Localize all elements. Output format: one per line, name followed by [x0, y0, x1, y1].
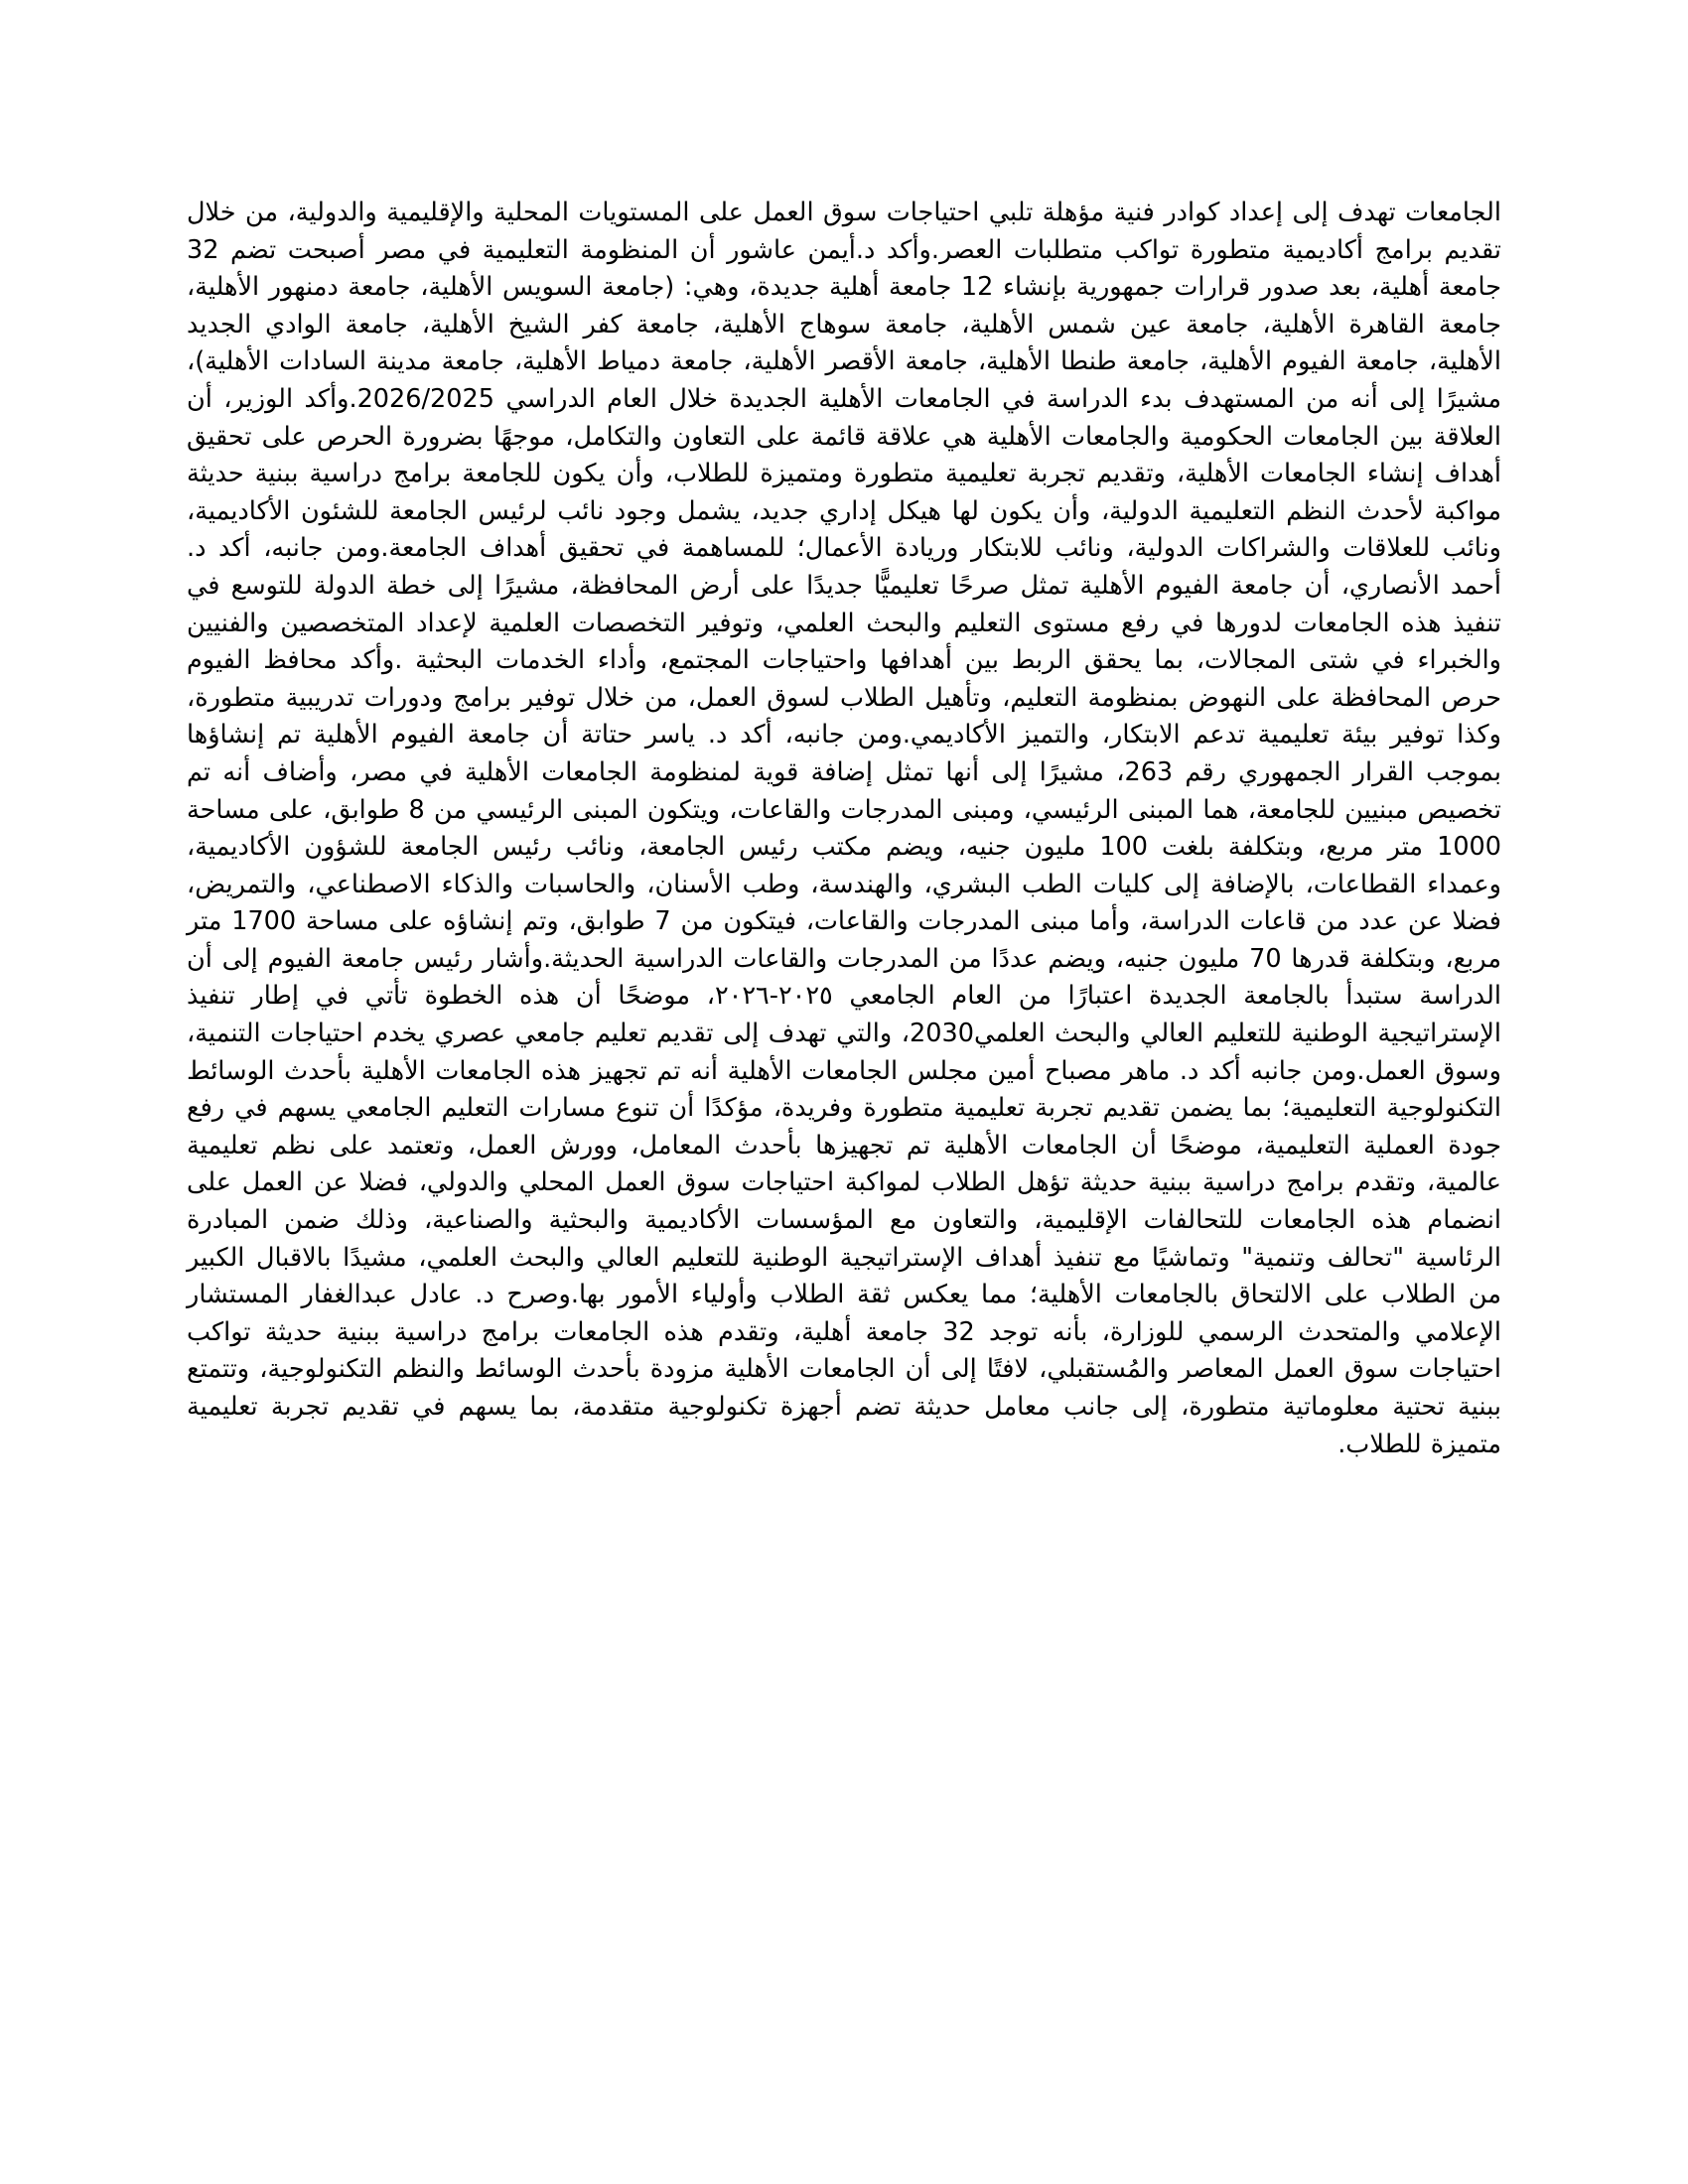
- article-body-text: الجامعات تهدف إلى إعداد كوادر فنية مؤهلة تلبي احتياجات سوق العمل على المستويات المحلية والإقليمية والدولية، من خلال تقديم برامج أكاديمية متطورة تواكب متطلبات العصر.وأكد د.أيمن عاشور أن المنظومة التعليمية في مصر أصبحت تضم 32 جامعة أهلية، بعد صدور قرارات جمهورية بإنشاء 12 جامعة أهلية جديدة، وهي: (جامعة السويس الأهلية، جامعة دمنهور الأهلية، جامعة القاهرة الأهلية، جامعة عين شمس الأهلية، جامعة سوهاج الأهلية، جامعة كفر الشيخ الأهلية، جامعة الوادي الجديد الأهلية، جامعة الفيوم الأهلية، جامعة طنطا الأهلية، جامعة الأقصر الأهلية، جامعة دمياط الأهلية، جامعة مدينة السادات الأهلية)، مشيرًا إلى أنه من المستهدف بدء الدراسة في الجامعات الأهلية الجديدة خلال العام الدراسي 2026/2025.وأكد الوزير، أن العلاقة بين الجامعات الحكومية والجامعات الأهلية هي علاقة قائمة على التعاون والتكامل، موجهًا بضرورة الحرص على تحقيق أهداف إنشاء الجامعات الأهلية، وتقديم تجربة تعليمية متطورة ومتميزة للطلاب، وأن يكون للجامعة برامج دراسية ببنية حديثة مواكبة لأحدث النظم التعليمية الدولية، وأن يكون لها هيكل إداري جديد، يشمل وجود نائب لرئيس الجامعة للشئون الأكاديمية، ونائب للعلاقات والشراكات الدولية، ونائب للابتكار وريادة الأعمال؛ للمساهمة في تحقيق أهداف الجامعة.ومن جانبه، أكد د. أحمد الأنصاري، أن جامعة الفيوم الأهلية تمثل صرحًا تعليميًّا جديدًا على أرض المحافظة، مشيرًا إلى خطة الدولة للتوسع في تنفيذ هذه الجامعات لدورها في رفع مستوى التعليم والبحث العلمي، وتوفير التخصصات العلمية لإعداد المتخصصين والفنيين والخبراء في شتى المجالات، بما يحقق الربط بين أهدافها واحتياجات المجتمع، وأداء الخدمات البحثية .وأكد محافظ الفيوم حرص المحافظة على النهوض بمنظومة التعليم، وتأهيل الطلاب لسوق العمل، من خلال توفير برامج ودورات تدريبية متطورة، وكذا توفير بيئة تعليمية تدعم الابتكار، والتميز الأكاديمي.ومن جانبه، أكد د. ياسر حتاتة أن جامعة الفيوم الأهلية تم إنشاؤها بموجب القرار الجمهوري رقم 263، مشيرًا إلى أنها تمثل إضافة قوية لمنظومة الجامعات الأهلية في مصر، وأضاف أنه تم تخصيص مبنيين للجامعة، هما المبنى الرئيسي، ومبنى المدرجات والقاعات، ويتكون المبنى الرئيسي من 8 طوابق، على مساحة 1000 متر مربع، وبتكلفة بلغت 100 مليون جنيه، ويضم مكتب رئيس الجامعة، ونائب رئيس الجامعة للشؤون الأكاديمية، وعمداء القطاعات، بالإضافة إلى كليات الطب البشري، والهندسة، وطب الأسنان، والحاسبات والذكاء الاصطناعي، والتمريض، فضلا عن عدد من قاعات الدراسة، وأما مبنى المدرجات والقاعات، فيتكون من 7 طوابق، وتم إنشاؤه على مساحة 1700 متر مربع، وبتكلفة قدرها 70 مليون جنيه، ويضم عددًا من المدرجات والقاعات الدراسية الحديثة.وأشار رئيس جامعة الفيوم إلى أن الدراسة ستبدأ بالجامعة الجديدة اعتبارًا من العام الجامعي ٢٠٢٥-٢٠٢٦، موضحًا أن هذه الخطوة تأتي في إطار تنفيذ الإستراتيجية الوطنية للتعليم العالي والبحث العلمي2030، والتي تهدف إلى تقديم تعليم جامعي عصري يخدم احتياجات التنمية، وسوق العمل.ومن جانبه أكد د. ماهر مصباح أمين مجلس الجامعات الأهلية أنه تم تجهيز هذه الجامعات الأهلية بأحدث الوسائط التكنولوجية التعليمية؛ بما يضمن تقديم تجربة تعليمية متطورة وفريدة، مؤكدًا أن تنوع مسارات التعليم الجامعي يسهم في رفع جودة العملية التعليمية، موضحًا أن الجامعات الأهلية تم تجهيزها بأحدث المعامل، وورش العمل، وتعتمد على نظم تعليمية عالمية، وتقدم برامج دراسية ببنية حديثة تؤهل الطلاب لمواكبة احتياجات سوق العمل المحلي والدولي، فضلا عن العمل على انضمام هذه الجامعات للتحالفات الإقليمية، والتعاون مع المؤسسات الأكاديمية والبحثية والصناعية، وذلك ضمن المبادرة الرئاسية "تحالف وتنمية" وتماشيًا مع تنفيذ أهداف الإستراتيجية الوطنية للتعليم العالي والبحث العلمي، مشيدًا بالاقبال الكبير من الطلاب على الالتحاق بالجامعات الأهلية؛ مما يعكس ثقة الطلاب وأولياء الأمور بها.وصرح د. عادل عبدالغفار المستشار الإعلامي والمتحدث الرسمي للوزارة، بأنه توجد 32 جامعة أهلية، وتقدم هذه الجامعات برامج دراسية ببنية حديثة تواكب احتياجات سوق العمل المعاصر والمُستقبلي، لافتًا إلى أن الجامعات الأهلية مزودة بأحدث الوسائط والنظم التكنولوجية، وتتمتع ببنية تحتية معلوماتية متطورة، إلى جانب معامل حديثة تضم أجهزة تكنولوجية متقدمة، بما يسهم في تقديم تجربة تعليمية متميزة للطلاب.: [187, 198, 1501, 1459]
